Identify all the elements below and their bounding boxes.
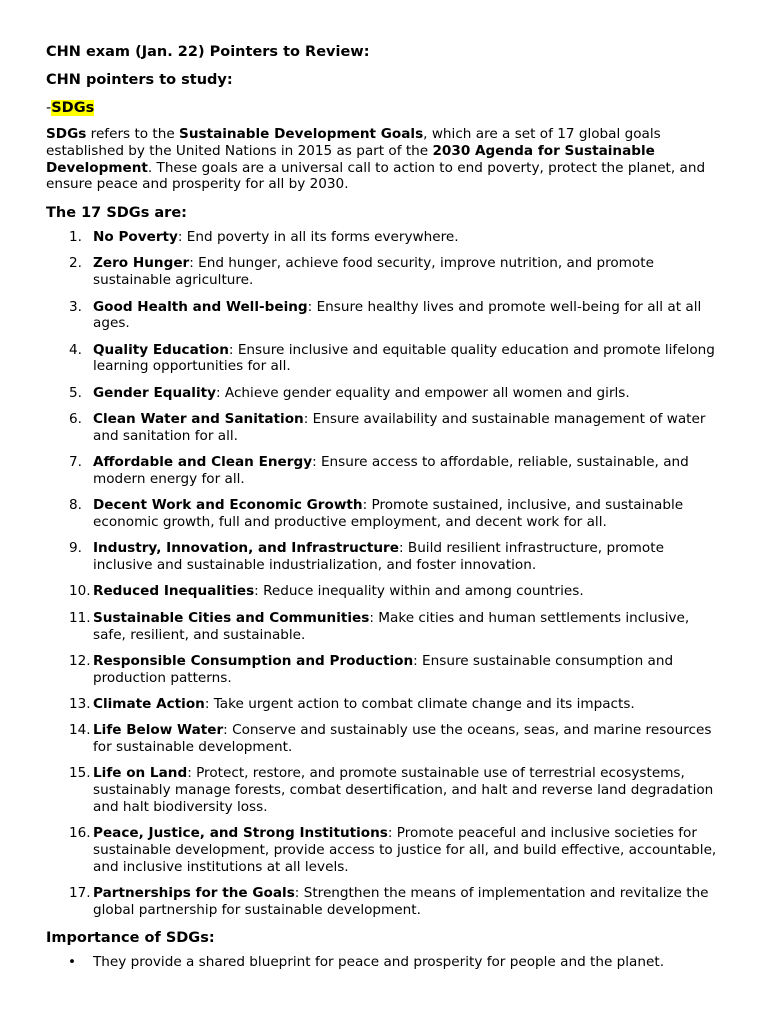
goal-number: 14.	[69, 722, 91, 739]
goal-list-item	[46, 299, 726, 333]
goal-number: 5.	[69, 384, 82, 401]
goal-description: : Ensure availability and sustainable management of water and sanitation for all.	[93, 411, 706, 444]
goal-name: Climate Action	[93, 695, 205, 712]
goal-name: Industry, Innovation, and Infrastructure	[93, 540, 399, 557]
intro-text-1: refers to the	[86, 126, 180, 142]
goal-name: Affordable and Clean Energy	[93, 454, 313, 471]
goal-number: 12.	[69, 652, 91, 669]
sdgs-tag-line	[46, 98, 726, 118]
goal-number: 11.	[69, 609, 91, 626]
goal-description: : Strengthen the means of implementation and revitalize the global partnership for sustainable development.	[93, 885, 709, 918]
intro-term: SDGs	[46, 126, 87, 142]
goal-description: : Protect, restore, and promote sustainable use of terrestrial ecosystems, sustainably manage forests, combat desertification, and halt and reverse land degradation and halt biodiversity loss.	[93, 765, 714, 815]
intro-goals-term: Sustainable Development Goals	[179, 126, 424, 142]
goal-list-item	[46, 653, 726, 687]
goal-name: Clean Water and Sanitation	[93, 411, 304, 428]
goal-description: : Take urgent action to combat climate change and its impacts.	[204, 695, 635, 712]
tag-prefix: -	[46, 100, 52, 116]
importance-list-item	[46, 954, 726, 971]
goal-description: : Ensure access to affordable, reliable, sustainable, and modern energy for all.	[93, 454, 689, 487]
goal-list-item	[46, 765, 726, 815]
document-page	[46, 42, 726, 971]
goal-name: Responsible Consumption and Production	[93, 652, 414, 669]
goal-number: 10.	[69, 583, 91, 600]
goal-number: 3.	[69, 298, 82, 315]
goal-number: 17.	[69, 885, 91, 902]
goal-number: 15.	[69, 765, 91, 782]
goal-number: 8.	[69, 497, 82, 514]
intro-paragraph	[46, 126, 726, 193]
goal-list-item	[46, 610, 726, 644]
goal-number: 13.	[69, 695, 91, 712]
goal-description: : Promote sustained, inclusive, and sustainable economic growth, full and productive employment, and decent work for all.	[93, 497, 684, 531]
goal-name: Peace, Justice, and Strong Institutions	[93, 825, 388, 842]
intro-text-2: , which are a set of 17 global goals established by the United Nations in 2015 as part of the	[46, 126, 661, 159]
goal-name: Quality Education	[93, 341, 229, 358]
bullet-icon: •	[68, 954, 77, 971]
goal-list-item	[46, 583, 726, 600]
intro-agenda-term: 2030 Agenda for Sustainable Development	[46, 142, 655, 176]
goal-name: Reduced Inequalities	[93, 583, 255, 600]
goal-description: : Reduce inequality within and among countries.	[254, 583, 584, 600]
goal-list-item	[46, 454, 726, 488]
importance-text: They provide a shared blueprint for peace and prosperity for people and the planet.	[93, 954, 665, 971]
goal-list-item	[46, 540, 726, 574]
goal-name: Sustainable Cities and Communities	[93, 609, 370, 626]
goal-list-item	[46, 385, 726, 402]
sdgs-highlight: SDGs	[51, 100, 95, 116]
goal-description: : Promote peaceful and inclusive societies for sustainable development, provide access to justice for all, and build effective, accountable, and inclusive institutions at all levels.	[93, 825, 717, 875]
goal-name: Partnerships for the Goals	[93, 885, 295, 902]
goal-name: Gender Equality	[93, 384, 216, 401]
document-title: CHN exam (Jan. 22) Pointers to Review:	[46, 44, 370, 60]
goal-description: : Ensure inclusive and equitable quality education and promote lifelong learning opportunities for all.	[93, 341, 715, 375]
goal-description: : Achieve gender equality and empower all women and girls.	[216, 384, 630, 401]
goal-list-item	[46, 722, 726, 756]
goal-description: : Make cities and human settlements inclusive, safe, resilient, and sustainable.	[93, 609, 690, 643]
goal-list-item	[46, 696, 726, 713]
goal-list-item	[46, 885, 726, 919]
goal-name: Decent Work and Economic Growth	[93, 497, 363, 514]
goal-list-item	[46, 255, 726, 289]
goal-list-item	[46, 229, 726, 246]
goal-name: Good Health and Well-being	[93, 298, 308, 315]
goal-number: 7.	[69, 454, 82, 471]
document-subtitle: CHN pointers to study:	[46, 72, 233, 88]
goals-list-heading: The 17 SDGs are:	[46, 205, 187, 222]
goal-number: 2.	[69, 255, 82, 272]
goal-number: 16.	[69, 825, 91, 842]
goal-name: Life Below Water	[93, 722, 224, 739]
goal-description: : Conserve and sustainably use the oceans, seas, and marine resources for sustainable development.	[93, 722, 712, 756]
goal-number: 1.	[69, 229, 82, 246]
goal-name: No Poverty	[93, 229, 178, 246]
goal-description: : End hunger, achieve food security, improve nutrition, and promote sustainable agriculture.	[93, 255, 654, 289]
goal-description: : End poverty in all its forms everywhere.	[177, 229, 459, 246]
importance-list	[46, 954, 726, 971]
goal-number: 9.	[69, 540, 82, 557]
intro-text-3: . These goals are a universal call to action to end poverty, protect the planet, and ensure peace and prosperity for all by 2030.	[46, 159, 706, 193]
goal-list-item	[46, 342, 726, 376]
goal-name: Life on Land	[93, 765, 188, 782]
goal-description: : Build resilient infrastructure, promote inclusive and sustainable industrialization, and foster innovation.	[93, 540, 664, 574]
goal-list-item	[46, 497, 726, 531]
importance-heading: Importance of SDGs:	[46, 930, 215, 947]
goal-description: : Ensure sustainable consumption and production patterns.	[93, 652, 674, 686]
goal-list-item	[46, 411, 726, 445]
goals-list	[46, 229, 726, 919]
goal-number: 6.	[69, 411, 82, 428]
goal-list-item	[46, 825, 726, 875]
goal-number: 4.	[69, 341, 82, 358]
goal-name: Zero Hunger	[93, 255, 190, 272]
goal-description: : Ensure healthy lives and promote well-being for all at all ages.	[93, 298, 702, 332]
